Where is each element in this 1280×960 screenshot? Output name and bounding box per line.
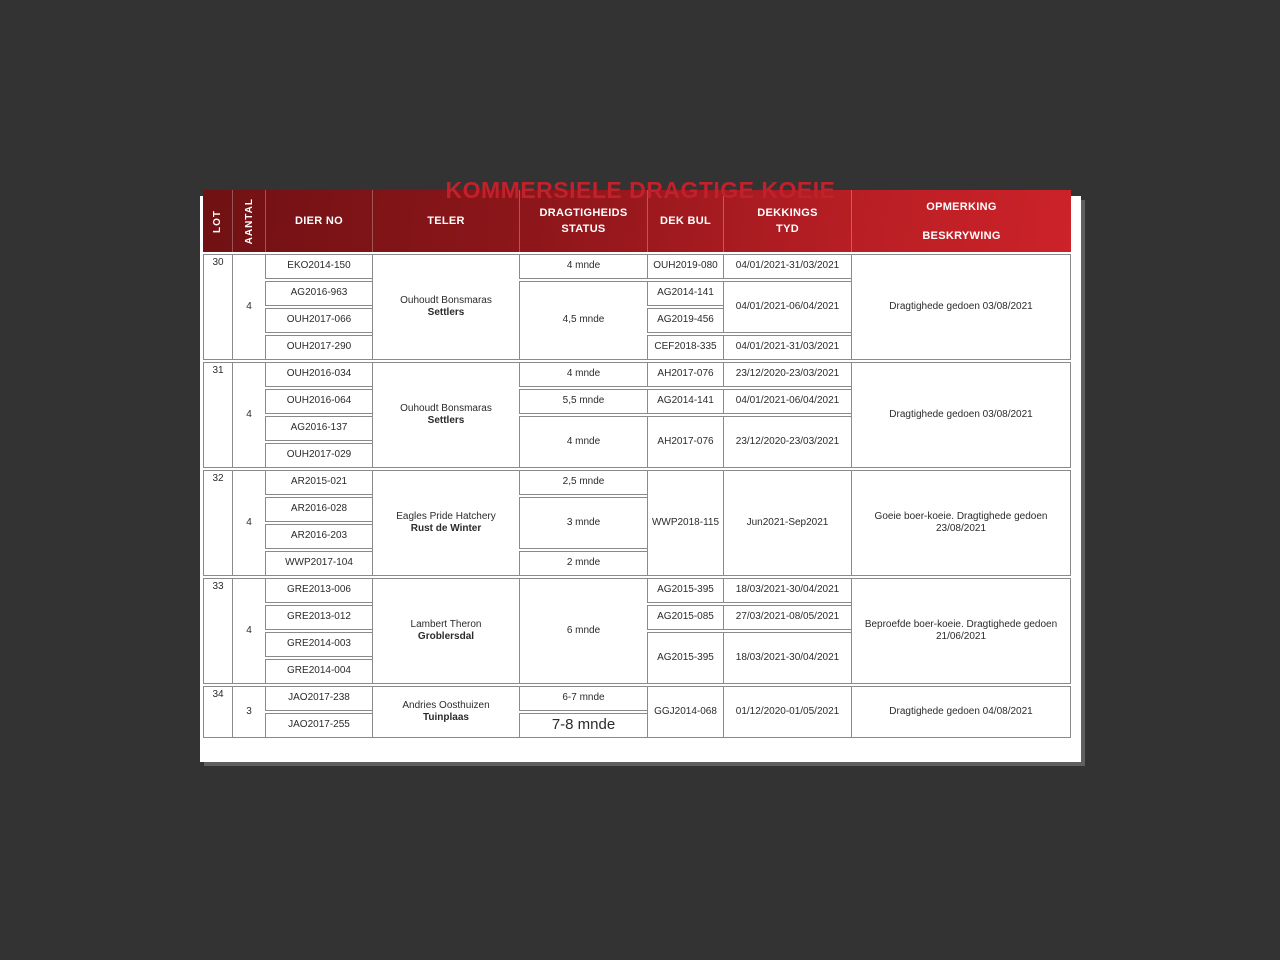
status-cell: 3 mnde — [519, 497, 647, 549]
header-teler: TELER — [372, 190, 519, 252]
opmerking-cell: Dragtighede gedoen 03/08/2021 — [851, 362, 1071, 468]
dier-no-cell: JAO2017-255 — [265, 713, 372, 738]
aantal-cell: 4 — [232, 254, 265, 360]
lot-group-33 — [203, 578, 1071, 684]
dekkings-tyd-cell: Jun2021-Sep2021 — [723, 470, 851, 576]
dek-bul-cell: GGJ2014-068 — [647, 686, 723, 738]
lot-group-30 — [203, 254, 1071, 360]
dekkings-tyd-cell: 18/03/2021-30/04/2021 — [723, 578, 851, 603]
teler-cell — [372, 254, 519, 360]
aantal-cell: 4 — [232, 470, 265, 576]
lot-number-cell: 30 — [203, 254, 232, 360]
teler-cell — [372, 578, 519, 684]
teler-place: Rust de Winter — [410, 523, 482, 534]
cattle-table — [203, 190, 1071, 738]
dek-bul-cell: OUH2019-080 — [647, 254, 723, 279]
dier-no-cell: AR2016-028 — [265, 497, 372, 522]
status-cell: 6-7 mnde — [519, 686, 647, 711]
dier-no-cell: OUH2016-034 — [265, 362, 372, 387]
lot-group-31 — [203, 362, 1071, 468]
dekkings-tyd-cell: 27/03/2021-08/05/2021 — [723, 605, 851, 630]
dier-no-cell: GRE2014-004 — [265, 659, 372, 684]
dek-bul-cell: AG2019-456 — [647, 308, 723, 333]
status-cell: 4 mnde — [519, 254, 647, 279]
status-cell: 6 mnde — [519, 578, 647, 684]
dier-no-cell: OUH2016-064 — [265, 389, 372, 414]
dek-bul-cell: AH2017-076 — [647, 362, 723, 387]
opmerking-cell: Dragtighede gedoen 04/08/2021 — [851, 686, 1071, 738]
dier-no-cell: GRE2013-012 — [265, 605, 372, 630]
dier-no-cell: AR2015-021 — [265, 470, 372, 495]
status-cell: 2,5 mnde — [519, 470, 647, 495]
dekkings-tyd-cell: 04/01/2021-06/04/2021 — [723, 389, 851, 414]
dier-no-cell: OUH2017-029 — [265, 443, 372, 468]
dier-no-cell: EKO2014-150 — [265, 254, 372, 279]
teler-cell — [372, 470, 519, 576]
teler-place: Settlers — [427, 307, 465, 318]
dek-bul-cell: CEF2018-335 — [647, 335, 723, 360]
status-cell: 4,5 mnde — [519, 281, 647, 360]
teler-cell — [372, 686, 519, 738]
dekkings-tyd-cell: 04/01/2021-31/03/2021 — [723, 254, 851, 279]
teler-name: Ouhoudt Bonsmaras — [400, 294, 492, 306]
dier-no-cell: AG2016-137 — [265, 416, 372, 441]
dier-no-cell: AR2016-203 — [265, 524, 372, 549]
teler-name: Ouhoudt Bonsmaras — [400, 402, 492, 414]
lot-group-32 — [203, 470, 1071, 576]
lot-group-34 — [203, 686, 1071, 738]
dek-bul-cell: WWP2018-115 — [647, 470, 723, 576]
lot-rows-container — [203, 254, 1071, 738]
dek-bul-cell: AG2015-085 — [647, 605, 723, 630]
dekkings-tyd-cell: 04/01/2021-06/04/2021 — [723, 281, 851, 333]
dier-no-cell: OUH2017-290 — [265, 335, 372, 360]
page-title-clipped — [200, 177, 1081, 203]
teler-name: Eagles Pride Hatchery — [396, 510, 496, 522]
lot-number-cell: 34 — [203, 686, 232, 738]
aantal-cell: 3 — [232, 686, 265, 738]
aantal-cell: 4 — [232, 362, 265, 468]
teler-name: Andries Oosthuizen — [402, 699, 490, 711]
dekkings-tyd-cell: 23/12/2020-23/03/2021 — [723, 416, 851, 468]
dek-bul-cell: AH2017-076 — [647, 416, 723, 468]
header-dier-no: DIER NO — [265, 190, 372, 252]
teler-place: Settlers — [427, 415, 465, 426]
header-dek-bul: DEK BUL — [647, 190, 723, 252]
opmerking-cell: Beproefde boer-koeie. Dragtighede gedoen 21/06/2021 — [851, 578, 1071, 684]
dek-bul-cell: AG2014-141 — [647, 281, 723, 306]
status-cell: 4 mnde — [519, 416, 647, 468]
opmerking-cell: Dragtighede gedoen 03/08/2021 — [851, 254, 1071, 360]
status-cell: 2 mnde — [519, 551, 647, 576]
dier-no-cell: GRE2013-006 — [265, 578, 372, 603]
lot-number-cell: 32 — [203, 470, 232, 576]
dekkings-tyd-cell: 18/03/2021-30/04/2021 — [723, 632, 851, 684]
header-opmerking-beskrywing: OPMERKING BESKRYWING — [851, 190, 1071, 252]
dekkings-tyd-cell: 01/12/2020-01/05/2021 — [723, 686, 851, 738]
dier-no-cell: WWP2017-104 — [265, 551, 372, 576]
dier-no-cell: JAO2017-238 — [265, 686, 372, 711]
opmerking-cell: Goeie boer-koeie. Dragtighede gedoen 23/08/2021 — [851, 470, 1071, 576]
dek-bul-cell: AG2015-395 — [647, 632, 723, 684]
status-cell: 5,5 mnde — [519, 389, 647, 414]
lot-number-cell: 31 — [203, 362, 232, 468]
status-cell: 7-8 mnde — [519, 713, 647, 738]
dier-no-cell: OUH2017-066 — [265, 308, 372, 333]
page-title: KOMMERSIELE DRAGTIGE KOEIE — [445, 177, 836, 203]
dekkings-tyd-cell: 04/01/2021-31/03/2021 — [723, 335, 851, 360]
teler-place: Groblersdal — [417, 631, 475, 642]
dier-no-cell: AG2016-963 — [265, 281, 372, 306]
header-dragtigheids-status: DRAGTIGHEIDS STATUS — [519, 190, 647, 252]
document-page — [200, 177, 1081, 762]
header-lot: LOT — [212, 209, 223, 233]
dekkings-tyd-cell: 23/12/2020-23/03/2021 — [723, 362, 851, 387]
aantal-cell: 4 — [232, 578, 265, 684]
teler-cell — [372, 362, 519, 468]
status-cell: 4 mnde — [519, 362, 647, 387]
dier-no-cell: GRE2014-003 — [265, 632, 372, 657]
dek-bul-cell: AG2015-395 — [647, 578, 723, 603]
teler-place: Tuinplaas — [423, 712, 469, 723]
header-dekkings-tyd: DEKKINGS TYD — [723, 190, 851, 252]
lot-number-cell: 33 — [203, 578, 232, 684]
dek-bul-cell: AG2014-141 — [647, 389, 723, 414]
header-aantal: AANTAL — [232, 190, 265, 252]
teler-name: Lambert Theron — [410, 618, 482, 630]
